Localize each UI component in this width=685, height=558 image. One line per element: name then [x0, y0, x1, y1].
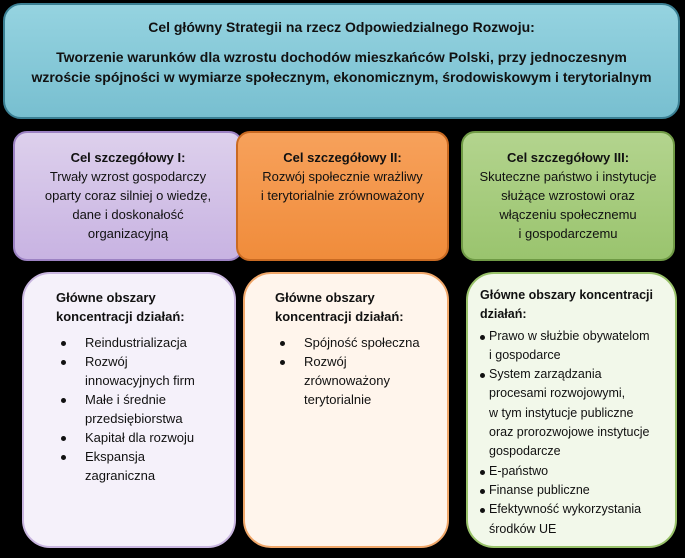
- list-item-line: środków UE: [489, 521, 557, 536]
- action-areas-box-1: [22, 272, 236, 548]
- action-areas-box-2: [243, 272, 449, 548]
- main-goal-title: Cel główny Strategii na rzecz Odpowiedzialnego Rozwoju:: [148, 19, 535, 35]
- goal-line: i terytorialnie zrównoważony: [260, 188, 425, 203]
- list-item-line: w tym instytucje publiczne: [489, 405, 634, 420]
- list-item: [480, 481, 665, 500]
- list-item: [275, 352, 433, 409]
- action-areas-title-line: Główne obszary koncentracji: [480, 288, 653, 302]
- list-item: [56, 333, 220, 352]
- goal-box-1: [13, 131, 243, 261]
- list-item-line: terytorialnie: [304, 392, 372, 407]
- goal-title: Cel szczegółowy II:: [283, 150, 402, 165]
- list-item-line: oraz prorozwojowe instytucje: [489, 425, 650, 440]
- goal-line: służące wzrostowi oraz: [501, 188, 635, 203]
- list-item: [56, 447, 220, 485]
- goal-description: [238, 167, 447, 205]
- list-item-line: innowacyjnych firm: [85, 373, 195, 388]
- list-item: [480, 500, 665, 539]
- goal-title: Cel szczegółowy I:: [70, 150, 186, 165]
- list-item-line: i gospodarce: [489, 347, 561, 362]
- list-item: [275, 333, 433, 352]
- list-item: [56, 390, 220, 428]
- main-goal-description: [5, 47, 678, 87]
- action-areas-list: [56, 333, 220, 485]
- action-areas-title-line: działań:: [480, 307, 527, 322]
- goal-box-2: [236, 131, 449, 261]
- goal-description: [15, 167, 241, 243]
- goal-line: Rozwój społecznie wrażliwy: [262, 169, 423, 184]
- list-item-line: Ekspansja: [85, 449, 145, 464]
- list-item-line: Spójność społeczna: [304, 335, 420, 350]
- main-goal-line-2: wzroście spójności w wymiarze społecznym, ekonomicznym, środowiskowym i terytorialnym: [31, 69, 652, 85]
- list-item-line: E-państwo: [489, 463, 549, 478]
- action-areas-box-3: [466, 272, 677, 548]
- goal-line: dane i doskonałość: [72, 207, 184, 222]
- action-areas-title-line: Główne obszary: [275, 290, 375, 305]
- goal-box-3: [461, 131, 675, 261]
- goal-line: Trwały wzrost gospodarczy: [49, 169, 207, 184]
- goal-line: organizacyjną: [87, 226, 169, 241]
- action-areas-title-line: koncentracji działań:: [275, 309, 404, 324]
- list-item-line: Prawo w służbie obywatelom: [489, 328, 650, 343]
- list-item: [480, 462, 665, 481]
- list-item-line: przedsiębiorstwa: [85, 411, 183, 426]
- goal-line: i gospodarczemu: [518, 226, 618, 241]
- list-item: [480, 365, 665, 461]
- list-item-line: Reindustrializacja: [85, 335, 187, 350]
- goal-line: oparty coraz silniej o wiedzę,: [44, 188, 212, 203]
- list-item: [56, 428, 220, 447]
- goal-line: włączeniu społecznemu: [499, 207, 637, 222]
- list-item-line: Kapitał dla rozwoju: [85, 430, 195, 445]
- goal-title: Cel szczegółowy III:: [506, 150, 630, 165]
- action-areas-list: [275, 333, 433, 409]
- action-areas-title: [480, 286, 665, 325]
- list-item-line: procesami rozwojowymi,: [489, 386, 626, 401]
- list-item-line: gospodarcze: [489, 444, 561, 459]
- action-areas-title: [56, 288, 220, 326]
- action-areas-title-line: Główne obszary: [56, 290, 156, 305]
- list-item-line: Rozwój: [304, 354, 347, 369]
- list-item-line: Efektywność wykorzystania: [489, 502, 642, 517]
- list-item-line: Finanse publiczne: [489, 482, 590, 497]
- action-areas-title: [275, 288, 433, 326]
- action-areas-title-line: koncentracji działań:: [56, 309, 185, 324]
- main-goal-line-1: Tworzenie warunków dla wzrostu dochodów mieszkańców Polski, przy jednoczesnym: [56, 49, 627, 65]
- goal-description: [463, 167, 673, 243]
- action-areas-list: [480, 327, 665, 539]
- list-item-line: zagraniczna: [85, 468, 156, 483]
- list-item-line: System zarządzania: [489, 367, 602, 382]
- list-item: [480, 327, 665, 366]
- main-goal-box: [3, 3, 680, 119]
- goal-line: Skuteczne państwo i instytucje: [479, 169, 657, 184]
- list-item-line: Rozwój: [85, 354, 128, 369]
- list-item-line: Małe i średnie: [85, 392, 166, 407]
- list-item: [56, 352, 220, 390]
- list-item-line: zrównoważony: [304, 373, 390, 388]
